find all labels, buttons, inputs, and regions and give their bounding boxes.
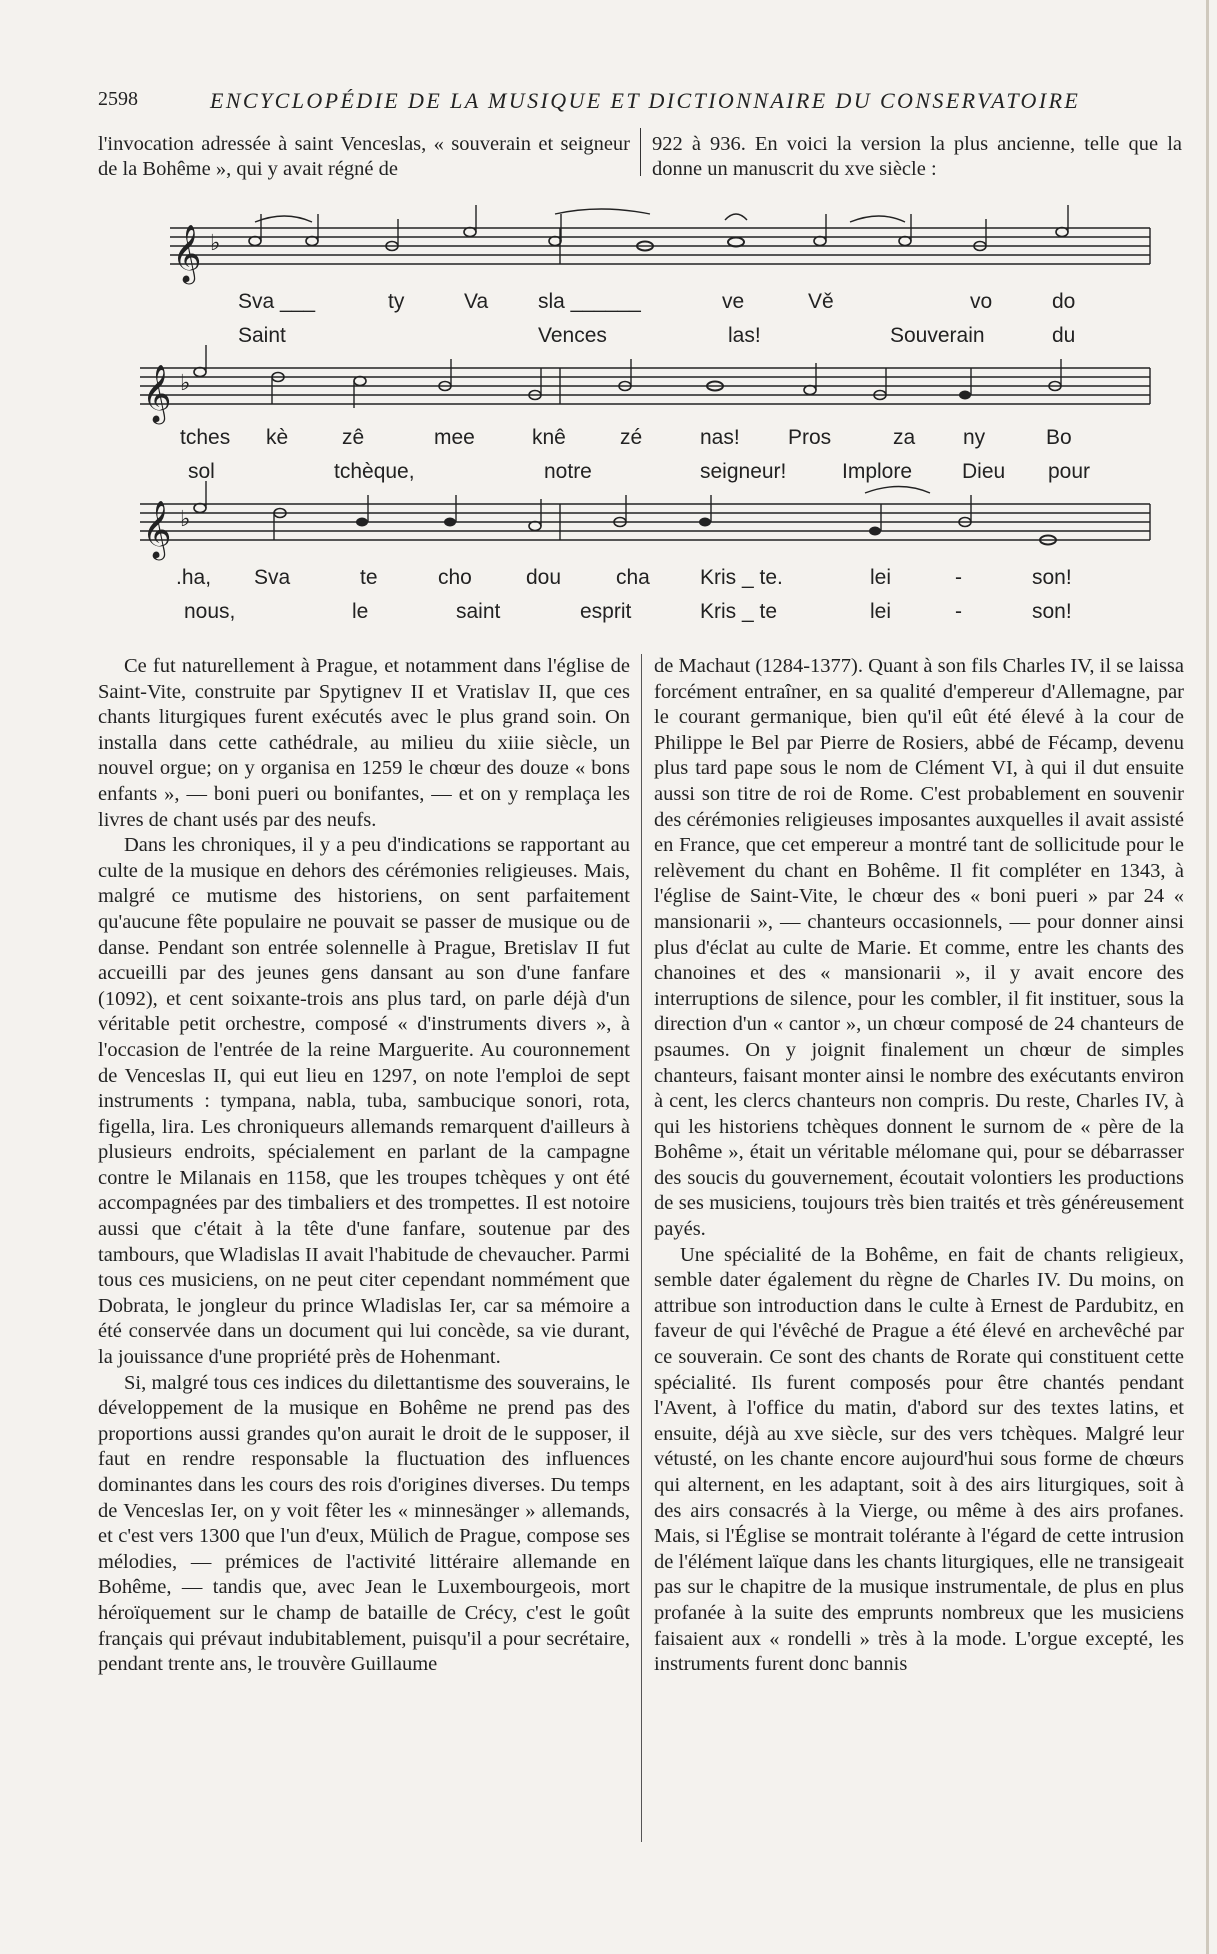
paragraph: Une spécialité de la Bohême, en fait de chants religieux, semble dater également du règne de Charles IV. Du moins, on attribue son introduction dans le culte à Ernest de Pardubitz, en faveur de qui l'évêché de Prague a été élevé en archevêché par ce souverain. Ce sont des chants de Rorate qui constituent cette spécialité. Ils furent composés pour être chantés pendant l'Avent, à l'office du matin, d'abord sur des textes latins, et ensuite, déjà au xve siècle, sur des vers tchèques. Malgré leur vétusté, on les chante encore aujourd'hui sous forme de chœurs qui alternent, en les adaptant, soit à des airs liturgiques, soit à des airs consacrés à la Vierge, ou même à des airs profanes. Mais, si l'Église se montrait tolérante à l'égard de cette intrusion de l'élément laïque dans les chants liturgiques, elle ne transigeait pas sur le chapitre de la musique instrumentale, de plus en plus profanée à la suite des emprunts nombreux que les musiciens faisaient aux « rondelli » très à la mode. L'orgue excepté, les instruments furent donc bannis bbox=[654, 1243, 1184, 1676]
svg-text:♭: ♭ bbox=[180, 371, 191, 396]
intro-right: 922 à 936. En voici la version la plus ancienne, telle que la donne un manuscrit du xve siècle : bbox=[652, 133, 1182, 180]
page-number: 2598 bbox=[98, 88, 138, 110]
paragraph: Dans les chroniques, il y a peu d'indications se rapportant au culte de la musique en dehors des cérémonies religieuses. Mais, malgré ce mutisme des historiens, on sent parfaitement qu'aucune fête populaire ne pouvait se passer de musique ou de danse. Pendant son entrée solennelle à Prague, Bretislav II fut accueilli par des jeunes gens dansant au son d'une fanfare (1092), et cent soixante-trois ans plus tard, on parle déjà d'un véritable petit orchestre, composé « d'instruments divers », à l'occasion de l'entrée de la reine Marguerite. Au couronnement de Venceslas II, qui eut lieu en 1297, on note l'emploi de sept instruments : tympana, nabla, tuba, sambucique sonori, rota, figella, lira. Les chroniqueurs allemands remarquent d'ailleurs à plusieurs endroits, spécialement en parlant de la campagne contre le Milanais en 1158, que les troupes tchèques y ont été accompagnées par des timbaliers et des trompettes. Il est notoire aussi que c'était à la tête d'une fanfare, soutenue par des tambours, que Wladislas II avait l'habitude de chevaucher. Parmi tous ces musiciens, on ne peut citer cependant nommément que Dobrata, le jongleur du prince Wladislas Ier, car sa mémoire a été conservée dans un document qui lui concède, sa vie durant, la jouissance d'une propriété près de Hohenmant. bbox=[98, 834, 630, 1369]
music-example bbox=[0, 200, 1217, 640]
column-divider bbox=[641, 654, 642, 1842]
lyric: son! bbox=[1032, 566, 1072, 589]
svg-text:♭: ♭ bbox=[180, 507, 191, 532]
lyric: zê bbox=[342, 426, 365, 449]
lyric: Kris _ te bbox=[700, 600, 778, 623]
lyric: te bbox=[360, 566, 378, 589]
intro-left: l'invocation adressée à saint Venceslas, « souverain et seigneur de la Bohême », qui y avait régné de bbox=[98, 133, 630, 180]
lyric: tchèque, bbox=[334, 460, 415, 483]
lyric: ty bbox=[388, 290, 405, 313]
lyric: Vences bbox=[538, 324, 607, 347]
lyric: las! bbox=[728, 324, 761, 347]
lyric: - bbox=[955, 566, 962, 589]
lyric: Kris _ te. bbox=[700, 566, 783, 589]
text-column-right bbox=[654, 654, 1184, 1678]
lyric: kè bbox=[266, 426, 289, 449]
lyric: saint bbox=[456, 600, 501, 623]
lyric: le bbox=[352, 600, 369, 623]
paragraph: de Machaut (1284-1377). Quant à son fils Charles IV, il se laissa forcément entraîner, en sa qualité d'empereur d'Allemagne, par le courant germanique, bien qu'il eût été élevé à la cour de Philippe le Bel par Pierre de Rosiers, abbé de Fécamp, devenu plus tard pape sous le nom de Clément VI, à qui il dut ensuite aussi son titre de roi de Rome. C'est probablement en souvenir des cérémonies religieuses imposantes auxquelles il avait assisté en France, que cet empereur a montré tant de sollicitude pour le relèvement du chant en Bohême. Il fit compléter en 1343, à l'église de Saint-Vite, le chœur des « boni pueri » par 24 « mansionarii », — chanteurs occasionnels, — pour donner ainsi plus d'éclat au culte de Marie. Et comme, entre les chants des chanoines et des « mansionarii », il y avait encore des interruptions de silence, pour les combler, il fit instituer, sous la direction d'un « cantor », un chœur composé de 24 chanteurs de psaumes. On y joignit finalement un chœur de simples chanteurs, faisant monter ainsi le nombre des exécutants environ à cent, les clercs chanteurs non compris. Du reste, Charles IV, à qui les historiens tchèques donnent le surnom de « père de la Bohême », était un véritable mélomane qui, pour se débarrasser des soucis du gouvernement, écoutait volontiers les productions de ses musiciens, toujours très bien traités et très généreusement payés. bbox=[654, 655, 1184, 1241]
lyric: tches bbox=[180, 426, 231, 449]
lyric: esprit bbox=[580, 600, 632, 623]
lyric: sla ______ bbox=[538, 290, 641, 313]
lyric: Va bbox=[464, 290, 489, 313]
lyric: Sva bbox=[254, 566, 291, 589]
lyric: Implore bbox=[842, 460, 913, 483]
text-column-left bbox=[98, 654, 630, 1678]
lyric: vo bbox=[970, 290, 993, 313]
intro-divider bbox=[640, 128, 641, 176]
lyric: mee bbox=[434, 426, 475, 449]
lyric: ve bbox=[722, 290, 745, 313]
page-header bbox=[98, 88, 1098, 118]
lyric: nas! bbox=[700, 426, 740, 449]
lyric: Bo bbox=[1046, 426, 1072, 449]
lyric: Sva ___ bbox=[238, 290, 316, 313]
paragraph: Ce fut naturellement à Prague, et notamment dans l'église de Saint-Vite, construite par Spytignev II et Vratislav II, que ces chants liturgiques furent exécutés avec le plus grand soin. On installa dans cette cathédrale, au milieu du xiiie siècle, un nouvel orgue; on y organisa en 1259 le chœur des douze « bons enfants », — boni pueri ou bonifantes, — et on y remplaça les livres de chant usés par des neufs. bbox=[98, 655, 630, 831]
lyric: do bbox=[1052, 290, 1076, 313]
lyric: knê bbox=[532, 426, 566, 449]
lyric: Dieu bbox=[962, 460, 1006, 483]
svg-text:♭: ♭ bbox=[210, 231, 221, 256]
lyric: Pros bbox=[788, 426, 832, 449]
lyric: dou bbox=[526, 566, 562, 589]
lyric: cha bbox=[616, 566, 650, 589]
lyric: za bbox=[893, 426, 916, 449]
lyric: lei bbox=[870, 566, 892, 589]
lyric: son! bbox=[1032, 600, 1072, 623]
running-title: ENCYCLOPÉDIE DE LA MUSIQUE ET DICTIONNAIRE DU CONSERVATOIRE bbox=[210, 88, 1081, 113]
lyric: sol bbox=[188, 460, 215, 483]
svg-text:𝄞: 𝄞 bbox=[172, 224, 202, 282]
lyric: notre bbox=[544, 460, 592, 483]
lyric: cho bbox=[438, 566, 472, 589]
lyric: Saint bbox=[238, 324, 286, 347]
lyric: .ha, bbox=[176, 566, 212, 589]
lyric: seigneur! bbox=[700, 460, 787, 483]
lyric: nous, bbox=[184, 600, 236, 623]
lyric: lei bbox=[870, 600, 892, 623]
lyric: - bbox=[955, 600, 962, 623]
lyric: zé bbox=[620, 426, 643, 449]
lyric: Souverain bbox=[890, 324, 985, 347]
svg-text:𝄞: 𝄞 bbox=[142, 364, 172, 422]
paragraph: Si, malgré tous ces indices du dilettantisme des souverains, le développement de la musique en Bohême ne prend pas des proportions aussi grandes qu'on aurait le droit de le supposer, il faut en rendre responsable la fluctuation des influences dominantes dans les cours des rois d'origines diverses. Du temps de Venceslas Ier, on y voit fêter les « minnesänger » allemands, et c'est vers 1300 que l'un d'eux, Mülich de Prague, compose ses mélodies, — prémices de l'activité littéraire allemande en Bohême, — tandis que, avec Jean le Luxembourgeois, mort héroïquement sur le champ de bataille de Crécy, c'est le goût français qui prévaut indubitablement, puisqu'il a pour secrétaire, pendant trente ans, le trouvère Guillaume bbox=[98, 1371, 630, 1676]
svg-text:𝄞: 𝄞 bbox=[142, 500, 172, 558]
lyric: du bbox=[1052, 324, 1076, 347]
lyric: ny bbox=[963, 426, 986, 449]
lyric: pour bbox=[1048, 460, 1091, 483]
lyric: Vě bbox=[808, 290, 834, 313]
